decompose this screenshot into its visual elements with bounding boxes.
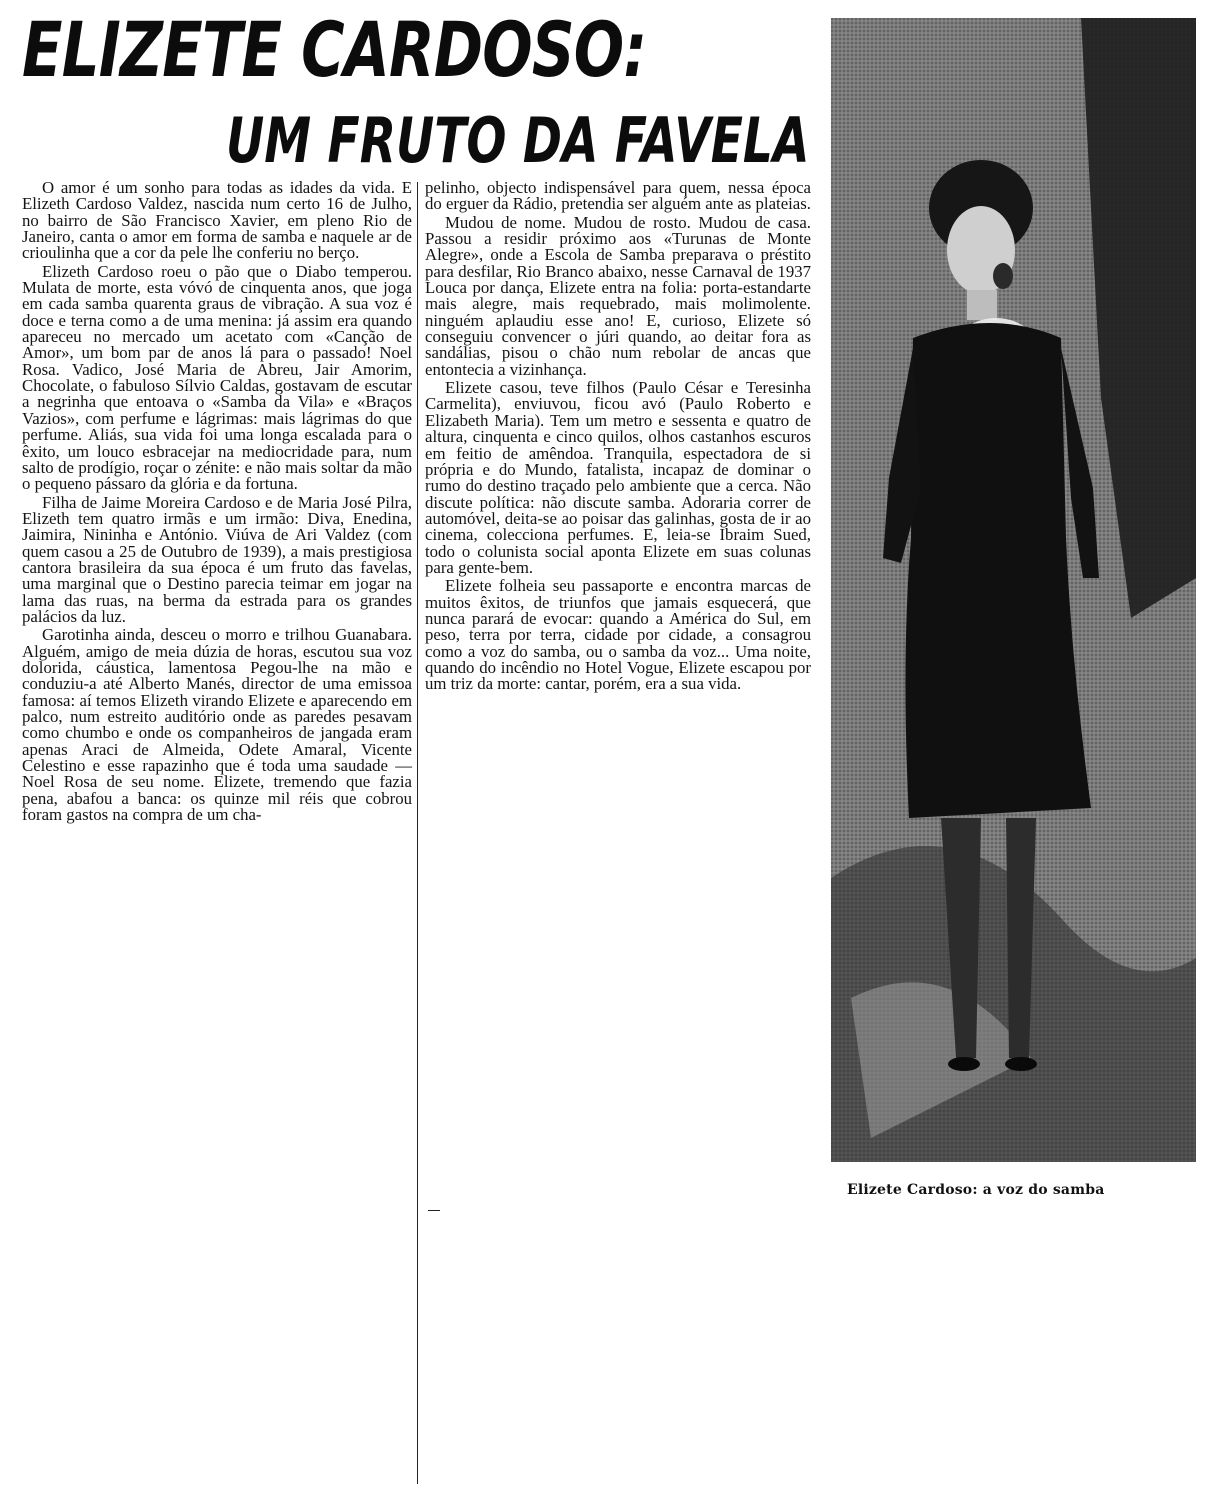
headline: ELIZETE CARDOSO: [22, 5, 647, 94]
end-dash [428, 1210, 440, 1211]
article-column-1 [22, 180, 412, 823]
paragraph: O amor é um sonho para todas as idades da vida. E Elizeth Cardoso Valdez, nascida num certo 16 de Julho, no bairro de São Francisco Xavier, em pleno Rio de Janeiro, canta o amor em forma de samba e naquele ar de crioulinha que a cor da pele lhe conferiu no berço. [22, 178, 412, 263]
article-column-2 [425, 180, 811, 693]
paragraph: Mudou de nome. Mudou de rosto. Mudou de casa. Passou a residir próximo aos «Turunas de Monte Alegre», onde a Escola de Samba preparava o préstito para desfilar, Rio Branco abaixo, nesse Carnaval de 1937 Louca por dança, Elizete entra na folia: porta-estandarte mais alegre, mais requebrado, mais molimolente. ninguém aplaudiu esse ano! E, curioso, Elizete só conseguiu convencer o júri quando, ao deitar fora as sandálias, pisou o chão num rebolar de ancas que entontecia a vizinhança. [425, 212, 811, 379]
paragraph: Filha de Jaime Moreira Cardoso e de Maria José Pilra, Elizeth tem quatro irmãs e um irmão: Diva, Enedina, Jaimira, Nininha e António. Viúva de Ari Valdez (com quem casou a 25 de Outubro de 1939), a mais prestigiosa cantora brasileira da sua época é um fruto das favelas, uma marginal que o Destino parecia teimar em jogar na lama das ruas, na berma da estrada para os grandes palácios da luz. [22, 492, 412, 626]
subheadline: UM FRUTO DA FAVELA [226, 104, 810, 177]
paragraph: Elizete casou, teve filhos (Paulo César e Teresinha Carmelita), enviuvou, ficou avó (Paulo Roberto e Elizabeth Maria). Tem um metro e sessenta e quatro de altura, cinquenta e cinco quilos, olhos castanhos escuros em feitio de amêndoa. Tranquila, espectadora de si própria e do Mundo, fatalista, incapaz de dominar o rumo do destino traçado pelo ambiente que a cerca. Não discute política: não discute samba. Adoraria correr de automóvel, deita-se ao poisar das galinhas, gosta de ir ao cinema, colecciona perfumes. E, leia-se Ibraim Sued, todo o colunista social aponta Elizete em suas colunas para gente-bem. [425, 378, 811, 577]
column-divider [417, 182, 418, 1484]
singer-photo [831, 18, 1196, 1162]
paragraph: pelinho, objecto indispensável para quem, nessa época do erguer da Rádio, pretendia ser alguém ante as plateias. [425, 178, 811, 214]
paragraph: Garotinha ainda, desceu o morro e trilhou Guanabara. Alguém, amigo de meia dúzia de horas, escutou sua voz dolorida, cáustica, lamentosa Pegou-lhe na mão e conduziu-a até Alberto Manés, director de uma emissoa famosa: aí temos Elizeth virando Elizete e aparecendo em palco, num estreito auditório onde as paredes pesavam como chumbo e onde os companheiros de jangada eram apenas Araci de Almeida, Odete Amaral, Vicente Celestino e esse rapazinho que é toda uma saudade — Noel Rosa de seu nome. Elizete, tremendo que fazia pena, abafou a banca: os quinze mil réis que cobrou foram gastos na compra de um cha- [22, 625, 412, 825]
paragraph: Elizeth Cardoso roeu o pão que o Diabo temperou. Mulata de morte, esta vóvó de cinquenta anos, que joga em cada samba quarenta graus de vibração. A sua voz é doce e terna como a de uma menina: já assim era quando apareceu no mercado um acetato com «Canção de Amor», um bom par de anos lá para o passado! Noel Rosa. Vadico, José Maria de Abreu, Jair Amorim, Chocolate, o fabuloso Sílvio Caldas, gostavam de escutar a negrinha que entoava o «Samba da Vila» e «Braços Vazios», com perfume e lágrimas: mais lágrimas do que perfume. Aliás, sua vida foi uma longa escalada para o êxito, um louco esbracejar na mediocridade para, num salto de prodígio, roçar o zénite: e não mais soltar da mão o pequeno pássaro da glória e da fortuna. [22, 261, 412, 494]
paragraph: Elizete folheia seu passaporte e encontra marcas de muitos êxitos, de triunfos que jamais esquecerá, que nunca parará de evocar: quando a América do Sul, em peso, terra por terra, cidade por cidade, a consagrou como a voz do samba, ou o samba da voz... Uma noite, quando do incêndio no Hotel Vogue, Elizete escapou por um triz da morte: cantar, porém, era a sua vida. [425, 576, 811, 694]
photo-caption: Elizete Cardoso: a voz do samba [847, 1182, 1105, 1198]
